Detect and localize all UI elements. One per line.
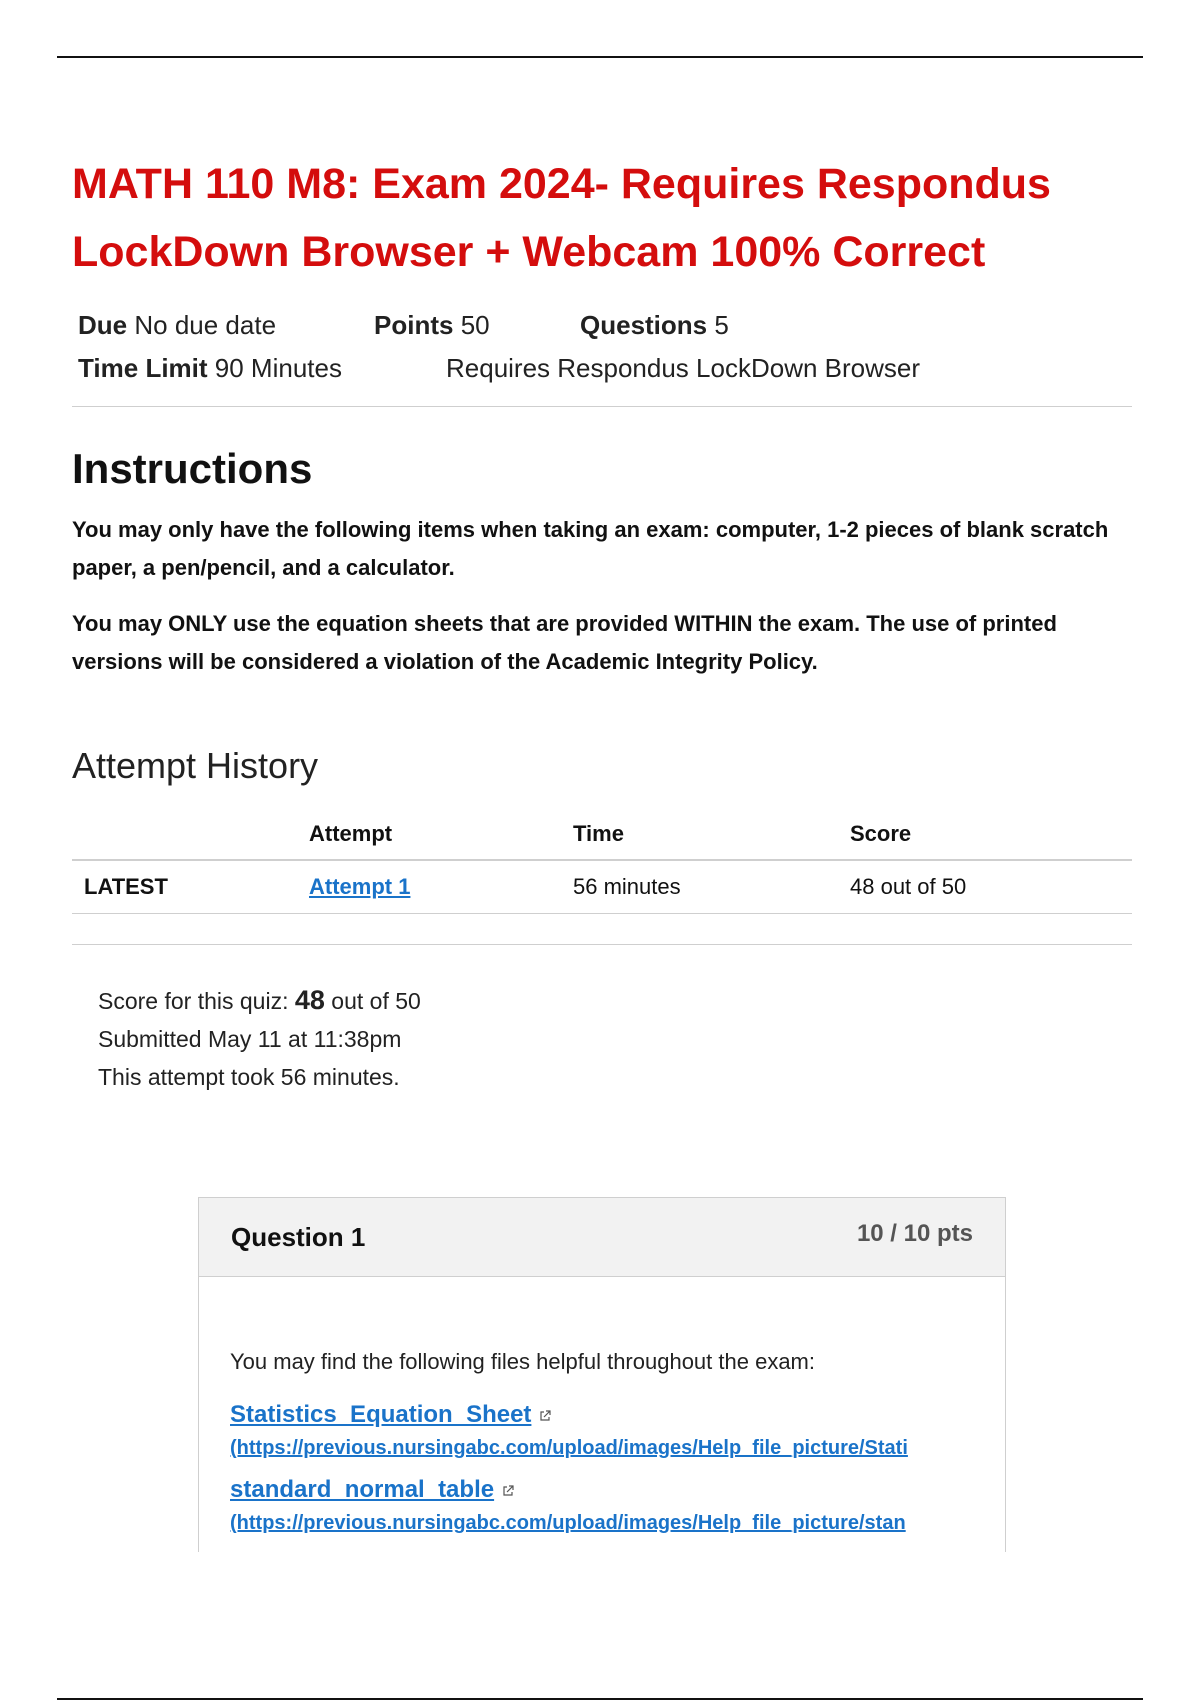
meta-points: Points 50 bbox=[374, 310, 490, 340]
instruction-paragraph: You may ONLY use the equation sheets that are provided WITHIN the exam. The use of printed versions will be considered a violation of the Academic Integrity Policy. bbox=[72, 611, 1057, 674]
attempt-time: 56 minutes bbox=[572, 860, 849, 914]
column-header bbox=[72, 809, 308, 860]
file-link-item bbox=[230, 1476, 974, 1535]
instructions-heading: Instructions bbox=[72, 445, 313, 492]
standard-normal-table-link[interactable]: standard_normal_table bbox=[230, 1476, 495, 1503]
page-content bbox=[72, 150, 1132, 1096]
external-link-icon bbox=[539, 1410, 551, 1422]
meta-row-1 bbox=[72, 304, 1132, 347]
question-points: 10 / 10 pts bbox=[856, 1220, 973, 1247]
duration-line: This attempt took 56 minutes. bbox=[98, 1064, 400, 1090]
attempt-score: 48 out of 50 bbox=[849, 860, 1132, 914]
attempt-history-heading: Attempt History bbox=[72, 745, 319, 786]
meta-divider bbox=[72, 406, 1132, 407]
column-header: Score bbox=[849, 809, 1132, 860]
column-header: Time bbox=[572, 809, 849, 860]
attempt-history-table bbox=[72, 809, 1132, 914]
quiz-summary bbox=[98, 981, 1132, 1096]
meta-due: Due No due date bbox=[78, 310, 277, 340]
table-row bbox=[72, 860, 1132, 914]
question-body bbox=[199, 1277, 1005, 1535]
page-title: MATH 110 M8: Exam 2024- Requires Respondus LockDown Browser + Webcam 100% Correct bbox=[72, 160, 1051, 276]
table-header-row bbox=[72, 809, 1132, 860]
file-link-item bbox=[230, 1401, 974, 1460]
meta-time-limit: Time Limit 90 Minutes bbox=[78, 353, 342, 383]
score-line: Score for this quiz: 48 out of 50 bbox=[98, 985, 421, 1015]
question-card bbox=[198, 1197, 1006, 1552]
question-title: Question 1 bbox=[231, 1222, 366, 1252]
quiz-meta bbox=[72, 304, 1132, 390]
top-rule bbox=[57, 56, 1143, 58]
file-url-link[interactable]: (https://previous.nursingabc.com/upload/images/Help_file_picture/Stati bbox=[230, 1437, 908, 1459]
attempt-link[interactable]: Attempt 1 bbox=[309, 874, 411, 899]
meta-row-2 bbox=[72, 347, 1132, 390]
history-divider bbox=[72, 944, 1132, 945]
latest-tag: LATEST bbox=[72, 860, 308, 914]
file-url-link[interactable]: (https://previous.nursingabc.com/upload/images/Help_file_picture/stan bbox=[230, 1512, 906, 1534]
instruction-paragraph: You may only have the following items when taking an exam: computer, 1-2 pieces of blank scratch paper, a pen/pencil, and a calculator. bbox=[72, 517, 1109, 580]
statistics-equation-sheet-link[interactable]: Statistics_Equation_Sheet bbox=[230, 1401, 532, 1428]
external-link-icon bbox=[502, 1485, 514, 1497]
question-header bbox=[199, 1198, 1005, 1277]
submitted-line: Submitted May 11 at 11:38pm bbox=[98, 1026, 402, 1052]
question-intro: You may find the following files helpful throughout the exam: bbox=[230, 1349, 815, 1374]
instructions-body bbox=[72, 511, 1132, 681]
meta-requirement: Requires Respondus LockDown Browser bbox=[446, 353, 921, 383]
column-header: Attempt bbox=[308, 809, 572, 860]
score-value: 48 bbox=[294, 985, 325, 1015]
meta-questions: Questions 5 bbox=[580, 310, 729, 340]
